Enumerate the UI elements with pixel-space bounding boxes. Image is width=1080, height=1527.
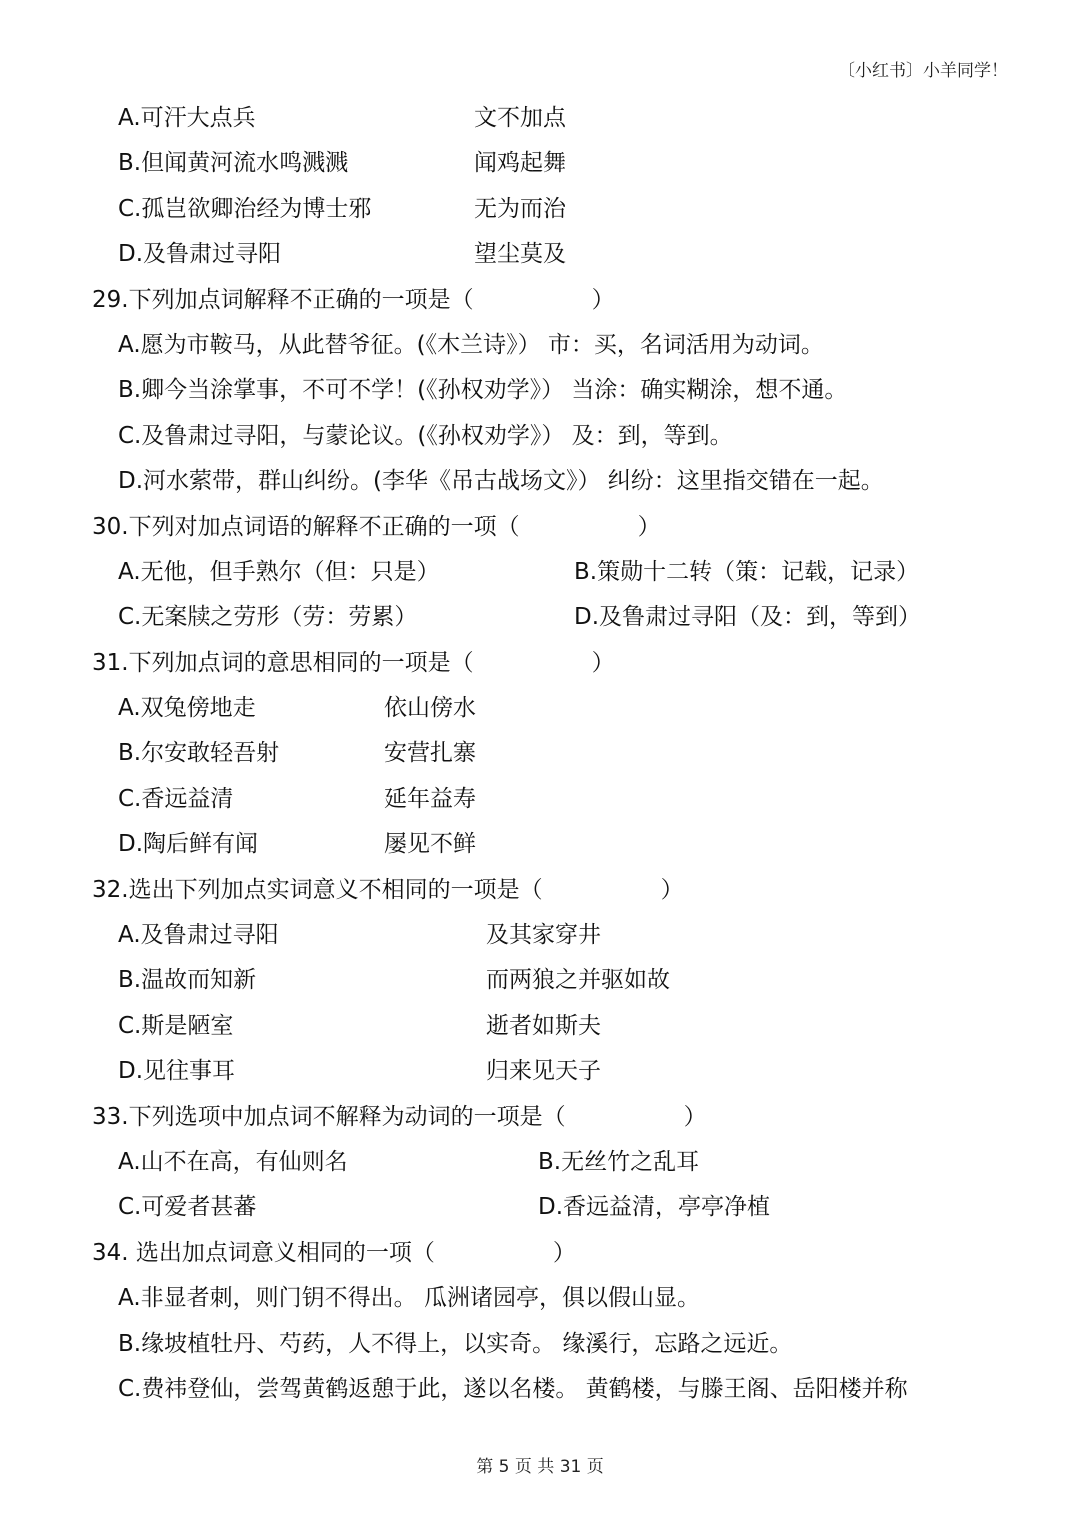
option-compare-text: 安营扎寨 bbox=[384, 740, 476, 767]
option-compare-text: 望尘莫及 bbox=[474, 241, 566, 268]
answer-option bbox=[0, 368, 1080, 413]
question-stem bbox=[0, 1095, 1080, 1140]
option-compare-text: 闻鸡起舞 bbox=[474, 150, 566, 177]
answer-option bbox=[0, 323, 1080, 368]
option-text: B.温故而知新 bbox=[118, 967, 257, 994]
option-compare-text: B.策勋十二转（策：记载，记录） bbox=[574, 558, 920, 585]
option-text: C.香远益清 bbox=[118, 785, 234, 812]
answer-option bbox=[0, 96, 1080, 141]
question-stem bbox=[0, 278, 1080, 323]
option-compare-text: D.香远益清，亭亭净植 bbox=[538, 1194, 771, 1221]
answer-option bbox=[0, 459, 1080, 504]
answer-option bbox=[0, 686, 1080, 731]
answer-option bbox=[0, 1185, 1080, 1230]
answer-option bbox=[0, 1322, 1080, 1367]
option-text: D.及鲁肃过寻阳 bbox=[118, 241, 282, 268]
answer-option bbox=[0, 595, 1080, 640]
option-text: C.可爱者甚蕃 bbox=[118, 1194, 257, 1221]
answer-option bbox=[0, 913, 1080, 958]
answer-option bbox=[0, 1140, 1080, 1185]
answer-option bbox=[0, 777, 1080, 822]
question-text: 34. 选出加点词意义相同的一项（ bbox=[92, 1239, 435, 1266]
option-compare-text: 延年益寿 bbox=[384, 785, 476, 812]
option-compare-text: B.无丝竹之乱耳 bbox=[538, 1148, 700, 1175]
option-text: A.双兔傍地走 bbox=[118, 695, 256, 722]
answer-option bbox=[0, 1367, 1080, 1412]
option-text: C.及鲁肃过寻阳，与蒙论议。(《孙权劝学》） 及：到，等到。 bbox=[118, 422, 733, 449]
source-tag: 〔小红书〕小羊同学！ bbox=[838, 61, 1008, 81]
close-paren: ） bbox=[552, 1239, 576, 1266]
option-text: C.费祎登仙，尝驾黄鹤返憩于此，遂以名楼。 黄鹤楼，与滕王阁、岳阳楼并称 bbox=[118, 1375, 908, 1402]
question-stem bbox=[0, 505, 1080, 550]
option-compare-text: 逝者如斯夫 bbox=[486, 1012, 601, 1039]
option-compare-text: 依山傍水 bbox=[384, 695, 476, 722]
answer-option bbox=[0, 958, 1080, 1003]
answer-option bbox=[0, 141, 1080, 186]
question-stem bbox=[0, 1231, 1080, 1276]
answer-option bbox=[0, 1004, 1080, 1049]
option-text: B.但闻黄河流水鸣溅溅 bbox=[118, 150, 349, 177]
page-number: 第 5 页 共 31 页 bbox=[476, 1457, 604, 1477]
close-paren: ） bbox=[637, 513, 661, 540]
question-text: 30.下列对加点词语的解释不正确的一项（ bbox=[92, 513, 520, 540]
close-paren: ） bbox=[591, 286, 615, 313]
question-list bbox=[0, 96, 1080, 1412]
answer-option bbox=[0, 550, 1080, 595]
answer-option bbox=[0, 187, 1080, 232]
option-text: A.非显者刺，则门钥不得出。 瓜洲诸园亭，俱以假山显。 bbox=[118, 1285, 700, 1312]
answer-option bbox=[0, 822, 1080, 867]
close-paren: ） bbox=[660, 876, 684, 903]
option-text: C.斯是陋室 bbox=[118, 1012, 234, 1039]
option-text: A.及鲁肃过寻阳 bbox=[118, 922, 279, 949]
option-compare-text: D.及鲁肃过寻阳（及：到，等到） bbox=[574, 604, 922, 631]
question-stem bbox=[0, 868, 1080, 913]
answer-option bbox=[0, 731, 1080, 776]
option-text: D.见往事耳 bbox=[118, 1058, 236, 1085]
close-paren: ） bbox=[591, 649, 615, 676]
option-text: B.尔安敢轻吾射 bbox=[118, 740, 280, 767]
question-text: 32.选出下列加点实词意义不相同的一项是（ bbox=[92, 876, 543, 903]
option-text: D.河水萦带，群山纠纷。(李华《吊古战场文》） 纠纷：这里指交错在一起。 bbox=[118, 468, 884, 495]
option-text: A.山不在高，有仙则名 bbox=[118, 1148, 348, 1175]
question-text: 33.下列选项中加点词不解释为动词的一项是（ bbox=[92, 1103, 566, 1130]
option-compare-text: 屡见不鲜 bbox=[384, 831, 476, 858]
option-compare-text: 无为而治 bbox=[474, 195, 566, 222]
question-text: 31.下列加点词的意思相同的一项是（ bbox=[92, 649, 474, 676]
question-text: 29.下列加点词解释不正确的一项是（ bbox=[92, 286, 474, 313]
option-text: B.卿今当涂掌事，不可不学！(《孙权劝学》） 当涂：确实糊涂，想不通。 bbox=[118, 377, 848, 404]
answer-option bbox=[0, 1049, 1080, 1094]
close-paren: ） bbox=[683, 1103, 707, 1130]
question-stem bbox=[0, 641, 1080, 686]
option-text: A.无他，但手熟尔（但：只是） bbox=[118, 558, 440, 585]
option-compare-text: 及其家穿井 bbox=[486, 922, 601, 949]
option-text: C.无案牍之劳形（劳：劳累） bbox=[118, 604, 418, 631]
option-text: A.愿为市鞍马，从此替爷征。(《木兰诗》） 市：买，名词活用为动词。 bbox=[118, 331, 824, 358]
option-compare-text: 文不加点 bbox=[474, 105, 566, 131]
option-text: C.孤岂欲卿治经为博士邪 bbox=[118, 195, 372, 222]
option-compare-text: 归来见天子 bbox=[486, 1058, 601, 1085]
answer-option bbox=[0, 414, 1080, 459]
option-compare-text: 而两狼之并驱如故 bbox=[486, 967, 670, 994]
option-text: A.可汗大点兵 bbox=[118, 105, 256, 131]
option-text: D.陶后鲜有闻 bbox=[118, 831, 259, 858]
answer-option bbox=[0, 1276, 1080, 1321]
option-text: B.缘坡植牡丹、芍药，人不得上，以实奇。 缘溪行，忘路之远近。 bbox=[118, 1330, 793, 1357]
answer-option bbox=[0, 232, 1080, 277]
